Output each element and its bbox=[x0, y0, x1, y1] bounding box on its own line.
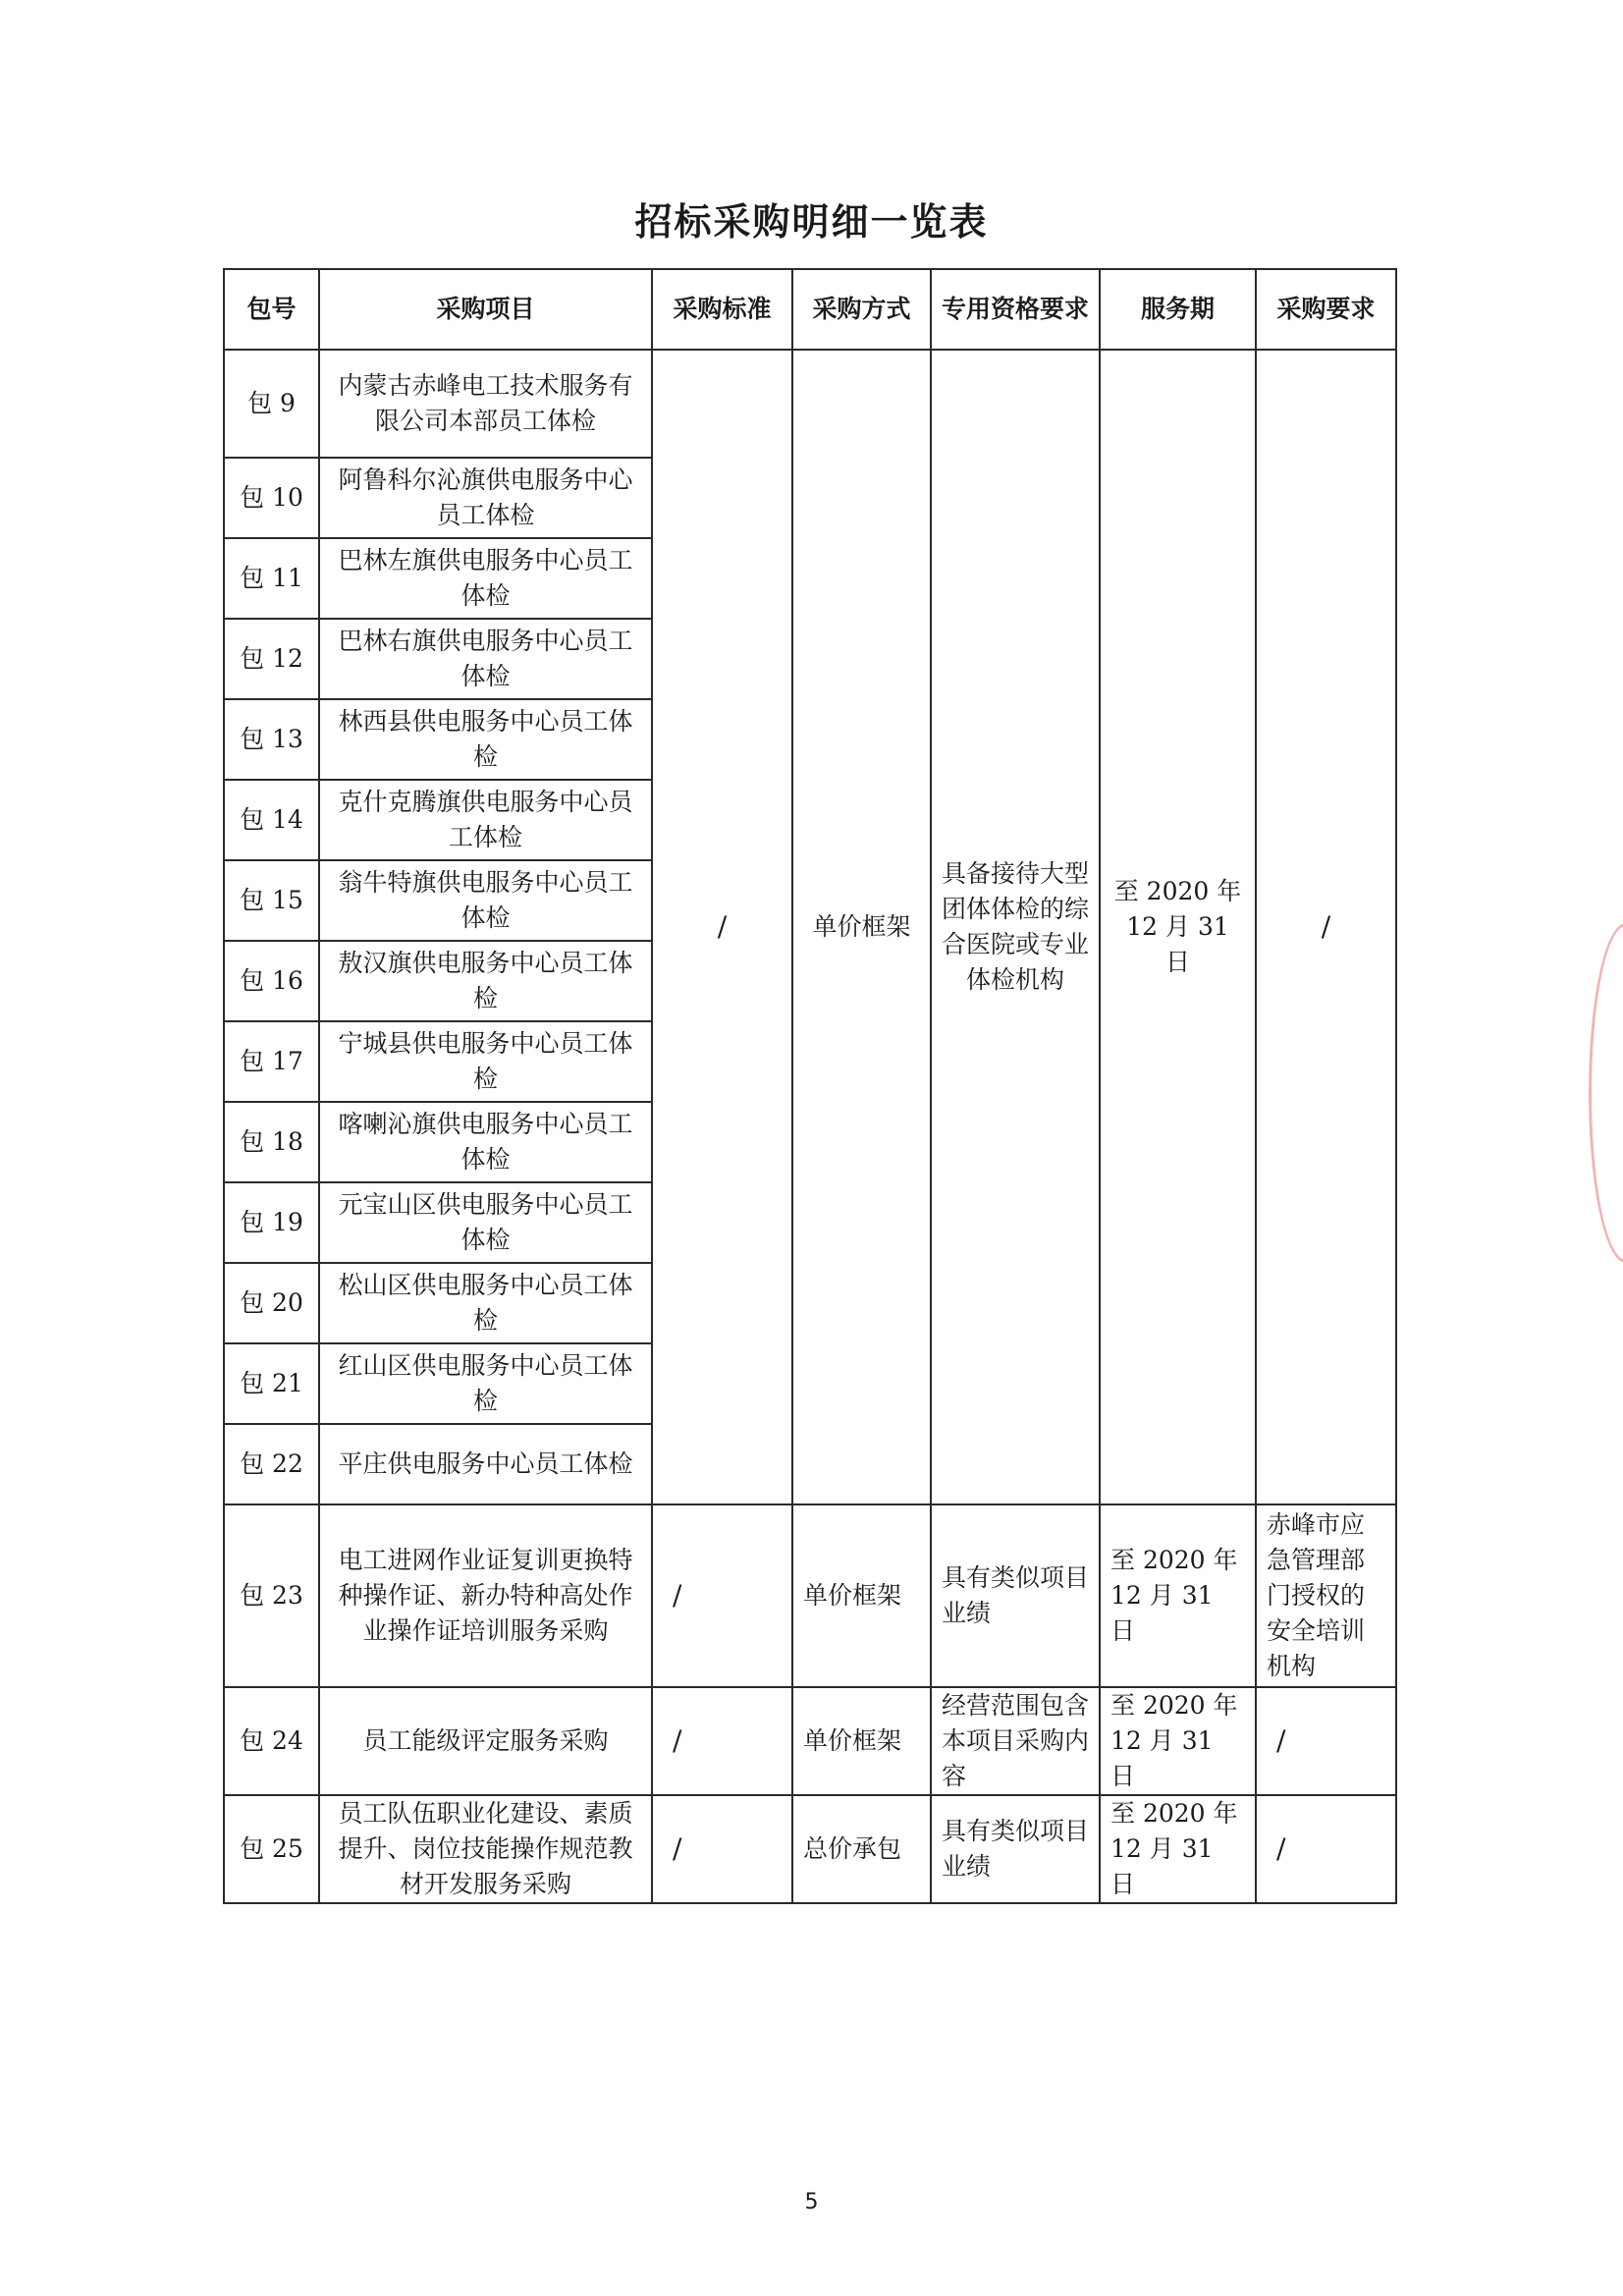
item-cell: 宁城县供电服务中心员工体检 bbox=[319, 1021, 652, 1102]
qualification-cell: 具有类似项目业绩 bbox=[931, 1504, 1100, 1687]
package-cell: 包 12 bbox=[224, 619, 319, 699]
item-cell: 松山区供电服务中心员工体检 bbox=[319, 1263, 652, 1343]
table-row bbox=[224, 350, 1396, 458]
item-cell: 红山区供电服务中心员工体检 bbox=[319, 1343, 652, 1424]
header-requirement: 采购要求 bbox=[1256, 269, 1396, 350]
method-cell: 单价框架 bbox=[792, 1687, 931, 1795]
header-method: 采购方式 bbox=[792, 269, 931, 350]
red-seal-stamp bbox=[1589, 923, 1623, 1263]
method-cell: 总价承包 bbox=[792, 1795, 931, 1903]
method-cell: 单价框架 bbox=[792, 1504, 931, 1687]
item-cell: 阿鲁科尔沁旗供电服务中心员工体检 bbox=[319, 458, 652, 538]
item-cell: 平庄供电服务中心员工体检 bbox=[319, 1424, 652, 1504]
page-title: 招标采购明细一览表 bbox=[634, 200, 989, 244]
package-cell: 包 23 bbox=[224, 1504, 319, 1687]
item-cell: 内蒙古赤峰电工技术服务有限公司本部员工体检 bbox=[319, 350, 652, 458]
item-cell: 翁牛特旗供电服务中心员工体检 bbox=[319, 860, 652, 941]
period-cell: 至 2020 年 12 月 31 日 bbox=[1100, 1795, 1256, 1903]
table-header-row bbox=[224, 269, 1396, 350]
qualification-cell: 经营范围包含本项目采购内容 bbox=[931, 1687, 1100, 1795]
package-cell: 包 15 bbox=[224, 860, 319, 941]
package-cell: 包 14 bbox=[224, 780, 319, 860]
standard-cell: / bbox=[652, 350, 792, 1504]
package-cell: 包 9 bbox=[224, 350, 319, 458]
header-period: 服务期 bbox=[1100, 269, 1256, 350]
item-cell: 电工进网作业证复训更换特种操作证、新办特种高处作业操作证培训服务采购 bbox=[319, 1504, 652, 1687]
item-cell: 林西县供电服务中心员工体检 bbox=[319, 699, 652, 780]
package-cell: 包 22 bbox=[224, 1424, 319, 1504]
qualification-cell: 具有类似项目业绩 bbox=[931, 1795, 1100, 1903]
package-cell: 包 19 bbox=[224, 1182, 319, 1263]
item-cell: 喀喇沁旗供电服务中心员工体检 bbox=[319, 1102, 652, 1182]
package-cell: 包 10 bbox=[224, 458, 319, 538]
method-cell: 单价框架 bbox=[792, 350, 931, 1504]
item-cell: 敖汉旗供电服务中心员工体检 bbox=[319, 941, 652, 1021]
requirement-cell: 赤峰市应急管理部门授权的安全培训机构 bbox=[1256, 1504, 1396, 1687]
page-number: 5 bbox=[804, 2190, 819, 2214]
period-cell: 至 2020 年 12 月 31 日 bbox=[1100, 350, 1256, 1504]
item-cell: 员工队伍职业化建设、素质提升、岗位技能操作规范教材开发服务采购 bbox=[319, 1795, 652, 1903]
package-cell: 包 16 bbox=[224, 941, 319, 1021]
header-item: 采购项目 bbox=[319, 269, 652, 350]
item-cell: 员工能级评定服务采购 bbox=[319, 1687, 652, 1795]
standard-cell: / bbox=[652, 1687, 792, 1795]
header-qualification: 专用资格要求 bbox=[931, 269, 1100, 350]
package-cell: 包 25 bbox=[224, 1795, 319, 1903]
package-cell: 包 21 bbox=[224, 1343, 319, 1424]
package-cell: 包 20 bbox=[224, 1263, 319, 1343]
requirement-cell: / bbox=[1256, 350, 1396, 1504]
header-standard: 采购标准 bbox=[652, 269, 792, 350]
table-row bbox=[224, 1687, 1396, 1795]
item-cell: 巴林左旗供电服务中心员工体检 bbox=[319, 538, 652, 619]
item-cell: 克什克腾旗供电服务中心员工体检 bbox=[319, 780, 652, 860]
table-row bbox=[224, 1504, 1396, 1687]
package-cell: 包 18 bbox=[224, 1102, 319, 1182]
requirement-cell: / bbox=[1256, 1795, 1396, 1903]
header-package: 包号 bbox=[224, 269, 319, 350]
standard-cell: / bbox=[652, 1504, 792, 1687]
package-cell: 包 11 bbox=[224, 538, 319, 619]
table-row bbox=[224, 1795, 1396, 1903]
item-cell: 元宝山区供电服务中心员工体检 bbox=[319, 1182, 652, 1263]
requirement-cell: / bbox=[1256, 1687, 1396, 1795]
standard-cell: / bbox=[652, 1795, 792, 1903]
package-cell: 包 13 bbox=[224, 699, 319, 780]
procurement-table bbox=[223, 268, 1397, 1904]
period-cell: 至 2020 年 12 月 31 日 bbox=[1100, 1687, 1256, 1795]
period-cell: 至 2020 年 12 月 31 日 bbox=[1100, 1504, 1256, 1687]
qualification-cell: 具备接待大型团体体检的综合医院或专业体检机构 bbox=[931, 350, 1100, 1504]
item-cell: 巴林右旗供电服务中心员工体检 bbox=[319, 619, 652, 699]
package-cell: 包 17 bbox=[224, 1021, 319, 1102]
package-cell: 包 24 bbox=[224, 1687, 319, 1795]
